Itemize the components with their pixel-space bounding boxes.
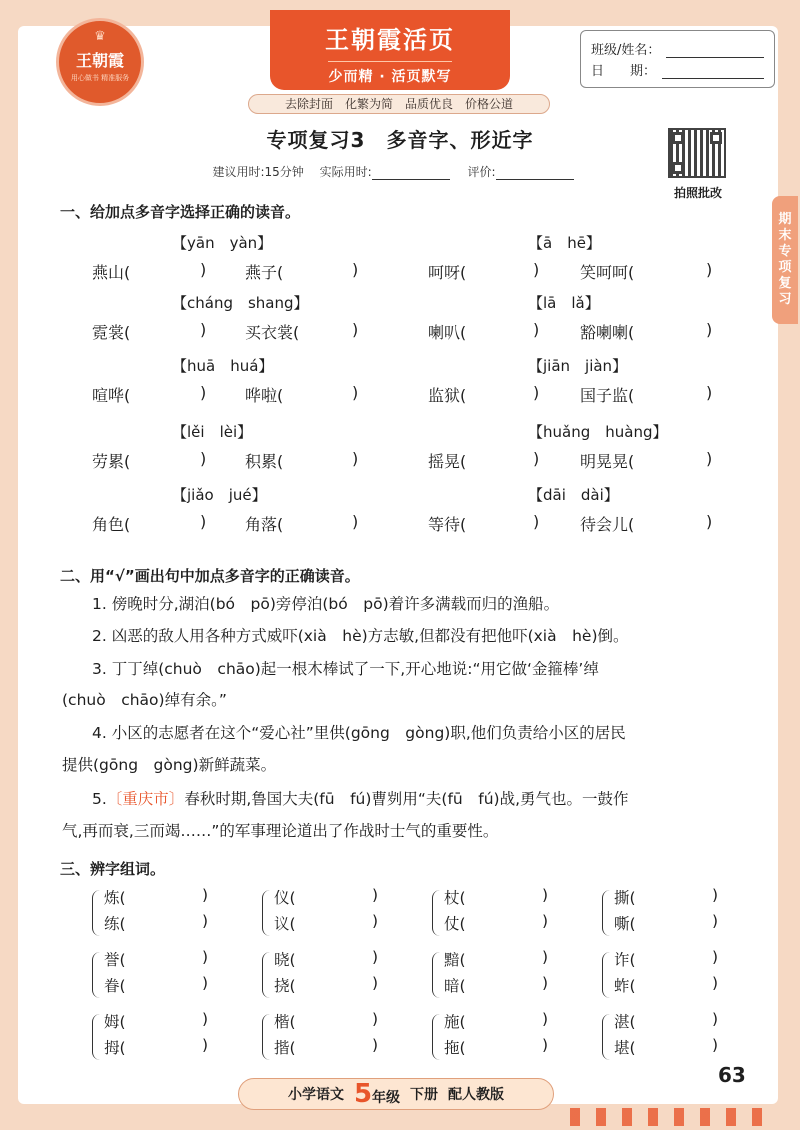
character-item: 杖( [444,889,466,907]
brace-icon [432,890,441,936]
answer-blank[interactable]: ) [352,449,359,468]
character-item: 湛( [614,1013,636,1031]
side-tab: 期 末 专 项 复 习 [772,196,798,324]
word-item: 呵呀( [428,263,467,282]
answer-blank[interactable]: ) [542,1036,549,1054]
answer-blank[interactable]: ) [706,512,713,531]
pinyin-options: 【dāi dài】 [528,486,619,504]
answer-blank[interactable]: ) [372,1010,379,1028]
brace-icon [92,890,101,936]
brace-icon [92,952,101,998]
pinyin-options: 【cháng shang】 [172,294,309,312]
region-tag: 〔重庆市〕 [106,790,185,808]
character-item: 施( [444,1013,466,1031]
footer-subject: 小学语文 [287,1087,344,1103]
answer-blank[interactable]: ) [372,948,379,966]
word-pair-group [92,948,232,1004]
brace-icon [262,952,271,998]
answer-blank[interactable]: ) [352,320,359,339]
sentence-text: 春秋时期,鲁国大夫(fū fú)曹刿用“夫(fū fú)战,勇气也。一鼓作 [184,790,629,808]
answer-blank[interactable]: ) [202,886,209,904]
sentence-number: 5. [92,790,107,808]
answer-blank[interactable]: ) [202,912,209,930]
brand-title: 王朝霞活页 [325,26,455,54]
character-item: 诈( [614,951,636,969]
answer-blank[interactable]: ) [533,383,540,402]
brace-icon [602,890,611,936]
answer-blank[interactable]: ) [542,974,549,992]
answer-blank[interactable]: ) [200,383,207,402]
word-pair-group [602,886,742,942]
answer-blank[interactable]: ) [200,320,207,339]
answer-blank[interactable]: ) [706,449,713,468]
answer-blank[interactable]: ) [542,948,549,966]
class-name-label: 班级/姓名： [591,43,661,58]
character-item: 嘶( [614,915,636,933]
answer-blank[interactable]: ) [712,1036,719,1054]
answer-blank[interactable]: ) [533,260,540,279]
character-item: 楷( [274,1013,296,1031]
word-item: 哗啦( [245,386,284,405]
character-item: 议( [274,915,296,933]
answer-blank[interactable]: ) [372,974,379,992]
answer-blank[interactable]: ) [202,1036,209,1054]
word-pair-group [262,886,402,942]
character-item: 拖( [444,1039,466,1057]
word-pair-group [262,948,402,1004]
word-item: 豁喇喇( [580,323,635,342]
word-item: 明晃晃( [580,452,635,471]
word-pair-group [602,948,742,1004]
section3-title: 三、辨字组词。 [60,860,166,878]
character-item: 堪( [614,1039,636,1057]
brand-subtitle: 少而精 · 活页默写 [328,61,451,86]
footer-grade-number: 5 [353,1079,373,1109]
answer-blank[interactable]: ) [533,449,540,468]
word-pair-group [602,1010,742,1066]
answer-blank[interactable]: ) [533,320,540,339]
word-item: 国子监( [580,386,635,405]
sentence-line: 提供(gōng gòng)新鲜蔬菜。 [62,756,277,774]
sentence-line: 4. 小区的志愿者在这个“爱心社”里供(gōng gòng)职,他们负责给小区的居民 [92,724,626,742]
answer-blank[interactable]: ) [533,512,540,531]
word-item: 劳累( [92,452,131,471]
character-item: 晓( [274,951,296,969]
answer-blank[interactable]: ) [542,912,549,930]
sentence-line: 气,再而衰,三而竭……”的军事理论道出了作战时士气的重要性。 [62,822,499,840]
answer-blank[interactable]: ) [200,260,207,279]
date-field[interactable] [662,64,764,79]
character-item: 黯( [444,951,466,969]
brand-banner [270,10,510,90]
word-item: 监狱( [428,386,467,405]
pinyin-options: 【lā lǎ】 [528,294,600,312]
character-item: 拇( [104,1039,126,1057]
page-number: 63 [718,1063,746,1087]
sentence-line [92,789,629,809]
answer-blank[interactable]: ) [712,912,719,930]
brace-icon [432,952,441,998]
answer-blank[interactable]: ) [706,260,713,279]
pinyin-options: 【ā hē】 [528,234,601,252]
answer-blank[interactable]: ) [706,383,713,402]
character-item: 蚱( [614,977,636,995]
brace-icon [602,1014,611,1060]
word-item: 喇叭( [428,323,467,342]
word-pair-group [262,1010,402,1066]
word-item: 买衣裳( [245,323,300,342]
footer-bar [238,1078,554,1110]
word-pair-group [92,886,232,942]
decorative-ticks [570,1108,770,1126]
character-item: 揩( [274,1039,296,1057]
word-item: 角色( [92,515,131,534]
suggested-time: 建议用时:15分钟 [212,165,304,179]
word-item: 积累( [245,452,284,471]
qr-label: 拍照批改 [673,186,722,200]
character-item: 眷( [104,977,126,995]
evaluation-label: 评价: [467,165,496,179]
word-item: 霓裳( [92,323,131,342]
class-name-field[interactable] [666,43,764,58]
footer-edition: 配人教版 [448,1087,505,1103]
word-pair-group [432,1010,572,1066]
section2-title: 二、用“√”画出句中加点多音字的正确读音。 [60,567,360,585]
answer-blank[interactable]: ) [712,1010,719,1028]
answer-blank[interactable]: ) [352,512,359,531]
date-label: 日 期： [591,64,657,79]
character-item: 练( [104,915,126,933]
word-pair-group [432,886,572,942]
evaluation-field[interactable] [496,167,574,180]
sentence-line: (chuò chāo)绰有余。” [62,691,227,709]
qr-code-icon[interactable] [668,128,726,178]
brace-icon [262,890,271,936]
answer-blank[interactable]: ) [712,886,719,904]
answer-blank[interactable]: ) [202,948,209,966]
word-item: 待会儿( [580,515,635,534]
answer-blank[interactable]: ) [542,1010,549,1028]
sentence-line: 3. 丁丁绰(chuò chāo)起一根木棒试了一下,开心地说:“用它做‘金箍棒’绰 [92,660,599,678]
character-item: 仗( [444,915,466,933]
answer-blank[interactable]: ) [706,320,713,339]
answer-blank[interactable]: ) [372,1036,379,1054]
character-item: 炼( [104,889,126,907]
pinyin-options: 【huǎng huàng】 [528,423,668,441]
brace-icon [602,952,611,998]
logo-text: 王朝霞 [75,50,124,70]
answer-blank[interactable]: ) [200,449,207,468]
slogan: 去除封面 化繁为简 品质优良 价格公道 [248,94,550,114]
answer-blank[interactable]: ) [200,512,207,531]
actual-time-field[interactable] [372,167,450,180]
section1-title: 一、给加点多音字选择正确的读音。 [60,203,301,221]
answer-blank[interactable]: ) [712,974,719,992]
answer-blank[interactable]: ) [352,260,359,279]
pinyin-options: 【jiǎo jué】 [172,486,267,504]
answer-blank[interactable]: ) [372,886,379,904]
word-item: 角落( [245,515,284,534]
pinyin-options: 【lěi lèi】 [172,423,253,441]
answer-blank[interactable]: ) [372,912,379,930]
character-item: 姆( [104,1013,126,1031]
character-item: 暗( [444,977,466,995]
publisher-logo [56,18,144,106]
word-item: 燕山( [92,263,131,282]
answer-blank[interactable]: ) [202,1010,209,1028]
character-item: 撕( [614,889,636,907]
word-item: 摇晃( [428,452,467,471]
character-item: 挠( [274,977,296,995]
logo-subtext: 用心做书 精准服务 [70,73,130,82]
pinyin-options: 【yān yàn】 [172,234,273,252]
brace-icon [92,1014,101,1060]
pinyin-options: 【jiān jiàn】 [528,357,628,375]
word-pair-group [432,948,572,1004]
answer-blank[interactable]: ) [712,948,719,966]
answer-blank[interactable]: ) [542,886,549,904]
word-pair-group [92,1010,232,1066]
sentence-line: 1. 傍晚时分,湖泊(bó pō)旁停泊(bó pō)着许多满载而归的渔船。 [92,595,560,613]
brace-icon [432,1014,441,1060]
character-item: 誉( [104,951,126,969]
brace-icon [262,1014,271,1060]
crown-icon: ♛ [94,29,106,44]
actual-time-label: 实际用时: [319,165,372,179]
word-item: 笑呵呵( [580,263,635,282]
word-item: 等待( [428,515,467,534]
page-title: 专项复习3 多音字、形近字 [266,128,534,152]
sentence-line: 2. 凶恶的敌人用各种方式威吓(xià hè)方志敏,但都没有把他吓(xià hè)倒。 [92,627,629,645]
answer-blank[interactable]: ) [202,974,209,992]
word-item: 喧哗( [92,386,131,405]
footer-grade: 年级 [372,1090,401,1106]
answer-blank[interactable]: ) [352,383,359,402]
footer-term: 下册 [410,1087,439,1103]
word-item: 燕子( [245,263,284,282]
pinyin-options: 【huā huá】 [172,357,274,375]
character-item: 仪( [274,889,296,907]
student-info-box [580,30,775,88]
